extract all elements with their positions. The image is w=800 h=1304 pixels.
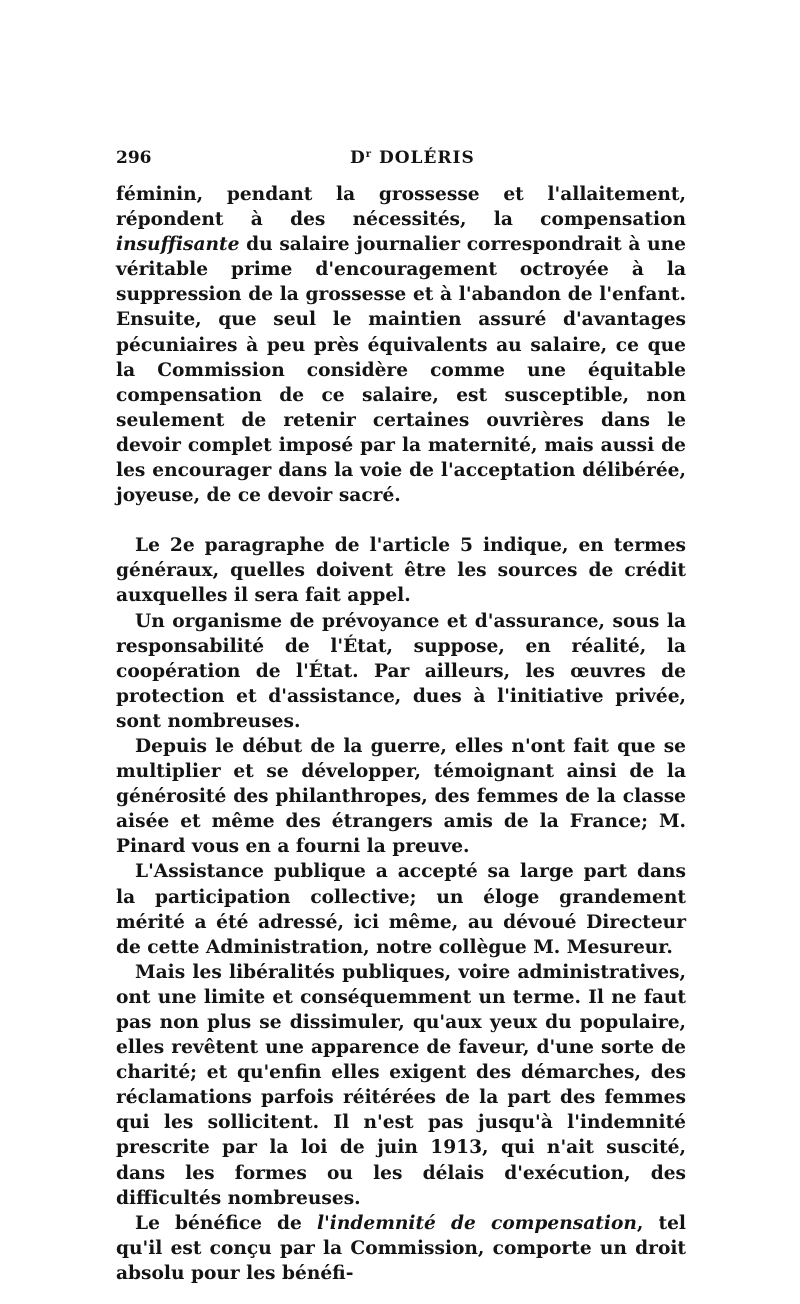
- paragraph-3: Un organisme de prévoyance et d'assurance, sous la responsabilité de l'État, suppose, en réalité, la coopération de l'État. Par ailleurs, les œuvres de protection et d'assistance, dues à l'initiative privée, sont nombreuses.: [116, 610, 686, 732]
- paragraph-5: L'Assistance publique a accepté sa large part dans la participation collective; un éloge grandement mérité a été adressé, ici même, au dévoué Directeur de cette Administration, notre collègue M. Mesureur.: [116, 861, 686, 958]
- paragraph-2: Le 2e paragraphe de l'article 5 indique, en termes généraux, quelles doivent être les sources de crédit auxquelles il sera fait appel.: [116, 535, 686, 607]
- author-name: DOLÉRIS: [378, 148, 475, 168]
- paragraph-7-italic: l'indemnité de compensation: [317, 1212, 637, 1234]
- paragraph-1-italic: insuffisante: [116, 234, 240, 256]
- body-text: [116, 182, 686, 1286]
- page-header: [116, 148, 684, 174]
- page-number: 296: [116, 148, 152, 168]
- paragraph-4: Depuis le début de la guerre, elles n'ont fait que se multiplier et se développer, témoignant ainsi de la générosité des philanthropes, des femmes de la classe aisée et même des étrangers amis de la France; M. Pinard vous en a fourni la preuve.: [116, 735, 686, 858]
- running-head: [350, 148, 475, 168]
- author-prefix-superscript: r: [365, 149, 373, 160]
- paragraph-7-start: Le bénéfice de: [135, 1212, 318, 1234]
- paragraph-1: [116, 182, 686, 508]
- paragraph-6: Mais les libéralités publiques, voire administratives, ont une limite et conséquemment un terme. Il ne faut pas non plus se dissimuler, qu'aux yeux du populaire, elles revêtent une apparence de faveur, d'une sorte de charité; et qu'enfin elles exigent des démarches, des réclamations parfois réitérées de la part des femmes qui les sollicitent. Il n'est pas jusqu'à l'indemnité prescrite par la loi de juin 1913, qui n'ait suscité, dans les formes ou les délais d'exécution, des difficultés nombreuses.: [116, 961, 686, 1209]
- paragraph-1-rest: du salaire journalier correspondrait à une véritable prime d'encouragement octroyée à la suppression de la grossesse et à l'abandon de l'enfant. Ensuite, que seul le maintien assuré d'avantages pécuniaires à peu près équivalents au salaire, ce que la Commission considère comme une équitable compensation de ce salaire, est susceptible, non seulement de retenir certaines ouvrières dans le devoir complet imposé par la maternité, mais aussi de les encourager dans la voie de l'acceptation délibérée, joyeuse, de ce devoir sacré.: [116, 234, 686, 507]
- paragraph-7-rest: , tel qu'il est conçu par la Commission, comporte un droit absolu pour les bénéfi-: [116, 1212, 686, 1284]
- paragraph-1-text: féminin, pendant la grossesse et l'allaitement, répondent à des nécessités, la compensation: [116, 184, 686, 231]
- author-prefix: D: [350, 148, 366, 168]
- paragraph-7: [116, 1211, 686, 1286]
